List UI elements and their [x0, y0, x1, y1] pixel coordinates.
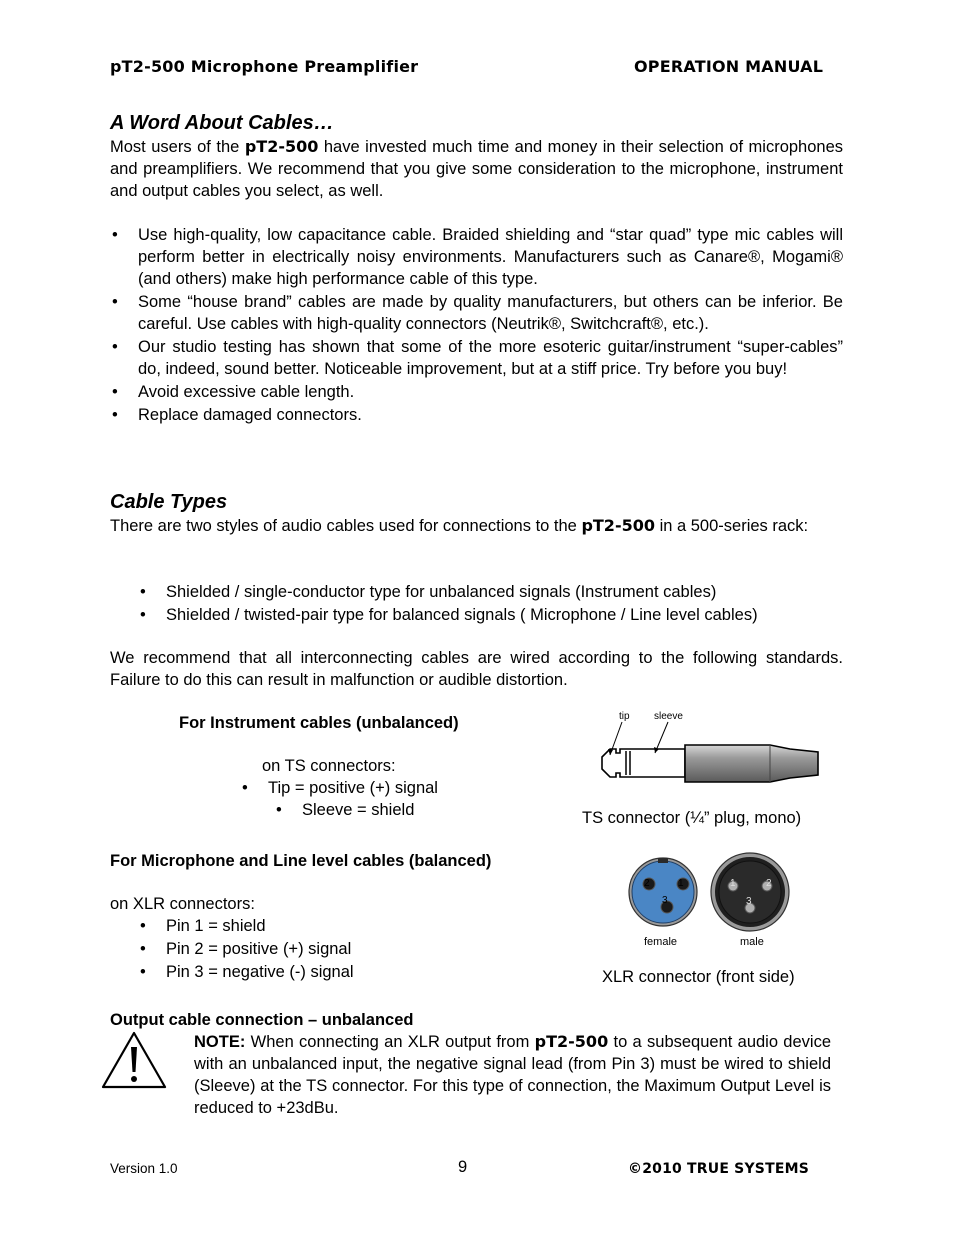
list-item: • Pin 3 = negative (-) signal	[138, 961, 438, 983]
tip-label: tip	[619, 711, 630, 722]
recommend-paragraph: We recommend that all interconnecting cables are wired according to the following standards. Failure to do this can result in malfunction or audible distortion.	[110, 649, 843, 689]
header-title: pT2-500 Microphone Preamplifier	[110, 57, 419, 76]
sleeve-label: sleeve	[654, 711, 683, 722]
list-item: • Pin 1 = shield	[138, 915, 438, 937]
xlr-male-connector	[711, 853, 789, 931]
section-title-cable-types: Cable Types	[110, 491, 228, 513]
ts-plug-illustration	[590, 705, 830, 790]
xlr-female-connector	[629, 858, 697, 926]
footer-copyright: ©2010 TRUE SYSTEMS	[628, 1161, 810, 1177]
warning-icon	[100, 1030, 168, 1090]
female-pin-1: 1	[678, 878, 684, 889]
header-manual-label: OPERATION MANUAL	[634, 57, 824, 76]
plug-shaft	[602, 749, 685, 777]
xlr-connectors-label: on XLR connectors:	[110, 895, 255, 913]
balanced-heading: For Microphone and Line level cables (balanced)	[110, 852, 492, 870]
female-pin-2: 2	[644, 878, 650, 889]
list-item: • Shielded / twisted-pair type for balanced signals ( Microphone / Line level cables)	[138, 604, 858, 626]
list-item: • Tip = positive (+) signal	[240, 777, 500, 799]
cables-intro-text-2: have invested much time and money in their selection of microphones and preamplifiers. We recommend that you give some consideration to the microphone, instrument and output cables you select, as well.	[110, 138, 844, 200]
ts-connector-caption: TS connector (¼” plug, mono)	[582, 809, 802, 827]
female-label: female	[644, 936, 678, 948]
xlr-pin-list	[138, 915, 438, 983]
note-text-1: When connecting an XLR output from	[245, 1033, 535, 1051]
types-intro-text-1: There are two styles of audio cables used for connections to the	[110, 517, 582, 535]
instrument-heading: For Instrument cables (unbalanced)	[179, 714, 459, 732]
male-pin-1: 1	[730, 878, 736, 889]
footer-page-number: 9	[458, 1158, 468, 1176]
list-item: • Use high-quality, low capacitance cable. Braided shielding and “star quad” type mic cables will perform better in electrically noisy environments. Manufacturers such as Canare®, Mogami® (and others) make high performance cable of this type.	[110, 224, 843, 290]
list-item: • Shielded / single-conductor type for unbalanced signals (Instrument cables)	[138, 581, 858, 603]
male-pin-3: 3	[746, 896, 752, 907]
list-item: • Pin 2 = positive (+) signal	[138, 938, 438, 960]
cables-intro-text-1: Most users of the	[110, 138, 245, 156]
list-item: • Avoid excessive cable length.	[110, 381, 843, 403]
product-name: pT2-500	[581, 516, 655, 535]
note-text-2: to a subsequent audio device with an unbalanced input, the negative signal lead (from Pin 3) must be wired to shield (Sleeve) at the TS connector. For this type of connection, the Maximum Output Level is reduced to +23dBu.	[194, 1033, 832, 1117]
list-item: • Our studio testing has shown that some of the more esoteric guitar/instrument “super-cables” do, indeed, sound better. Noticeable improvement, but at a stiff price. Try before you buy!	[110, 336, 843, 380]
types-bullet-list	[138, 581, 858, 626]
product-name: pT2-500	[244, 137, 319, 156]
types-intro-text-2: in a 500-series rack:	[654, 517, 809, 535]
male-label: male	[740, 936, 764, 948]
cables-bullet-list	[110, 224, 843, 426]
plug-sleeve-body	[685, 745, 818, 782]
footer-version: Version 1.0	[110, 1161, 178, 1176]
ts-connectors-label: on TS connectors:	[262, 757, 396, 775]
list-item: • Some “house brand” cables are made by quality manufacturers, but others can be inferior. Be careful. Use cables with high-quality connectors (Neutrik®, Switchcraft®, etc.).	[110, 291, 843, 335]
ts-pin-list-2	[274, 799, 494, 821]
male-pin-2: 2	[766, 878, 772, 889]
list-item: • Sleeve = shield	[274, 799, 494, 821]
cables-intro-paragraph	[110, 136, 843, 202]
section-title-cables: A Word About Cables…	[110, 112, 334, 134]
ts-pin-list	[240, 777, 500, 799]
xlr-connectors-illustration	[620, 852, 810, 952]
xlr-connector-caption: XLR connector (front side)	[602, 968, 795, 986]
output-heading: Output cable connection – unbalanced	[110, 1011, 414, 1029]
note-label: NOTE:	[194, 1033, 246, 1051]
product-name: pT2-500	[534, 1032, 609, 1051]
types-intro-paragraph	[110, 515, 843, 537]
list-item: • Replace damaged connectors.	[110, 404, 843, 426]
output-note-paragraph	[194, 1031, 831, 1119]
female-pin-3: 3	[662, 895, 668, 906]
